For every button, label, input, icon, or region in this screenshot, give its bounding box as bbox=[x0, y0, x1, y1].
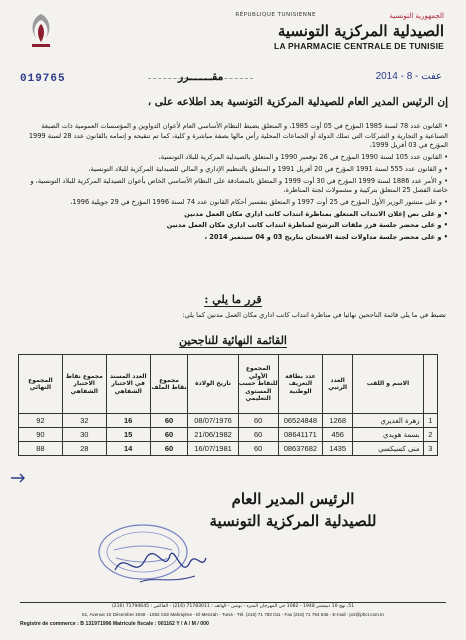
country-name-ar: الجمهورية التونسية bbox=[389, 12, 444, 20]
list-title bbox=[0, 334, 466, 347]
clause: • و الأمر عدد 1886 لسنة 1999 المؤرخ في 30 أوت 1999 و المتعلق بالمصادقة على النظام الأساسي الخاص بأعوان الصيدلية المركزية للبلاد التونسية، و خاصة الفصل 25 المتعلق بتركيبة و مشمولات لجنة المناظرة، bbox=[20, 177, 448, 196]
col-initial-score-header: المجموع الأولي للنقاط حسب المستوى التعليمي bbox=[238, 355, 278, 414]
clause: • و على نص إعلان الانتداب المتعلق بمناظرة انتداب كاتب اداري مكان العمل مدنين bbox=[20, 210, 448, 220]
cell-rank: 1435 bbox=[323, 442, 353, 456]
decree-label: مقـــــــرر bbox=[178, 70, 224, 83]
pharmacy-logo-icon bbox=[24, 10, 58, 52]
cell-oral-score: 28 bbox=[62, 442, 106, 456]
clause: • و على منشور الوزير الأول المؤرخ في 25 أوت 1997 و المتعلق بتفسير أحكام القانون عدد 74 لسنة 1996 المؤرخ في 29 جويلية 1996، bbox=[20, 198, 448, 208]
decree-date: 2014 - عفت - 8 bbox=[375, 71, 442, 82]
results-table bbox=[18, 354, 438, 456]
cell-oral-grade: 16 bbox=[106, 414, 150, 428]
cell-index: 2 bbox=[423, 428, 437, 442]
decides-heading bbox=[0, 293, 466, 306]
org-name-ar: الصيدلية المركزية التونسية bbox=[277, 22, 444, 40]
signatory-line: للصيدلية المركزية التونسية bbox=[209, 512, 377, 530]
cell-name: زهرة الغديري bbox=[353, 414, 423, 428]
col-total-header: المجموع النهائي bbox=[19, 355, 63, 414]
footer-divider bbox=[20, 602, 446, 603]
table-row bbox=[19, 428, 438, 442]
clause: • و على محضر جلسة فرز ملفات الترشح لمناظرة انتداب كاتب اداري مكان العمل مدنين bbox=[20, 221, 448, 231]
clause: • و على محضر جلسة مداولات لجنة الامتحان بتاريخ 03 و 04 سبتمبر 2014 ، bbox=[20, 233, 448, 243]
cell-file-score: 60 bbox=[150, 442, 188, 456]
decides-label: قرر ما يلي : bbox=[204, 293, 262, 306]
org-name-fr: LA PHARMACIE CENTRALE DE TUNISIE bbox=[274, 41, 444, 51]
cell-index: 1 bbox=[423, 414, 437, 428]
cell-id: 08641171 bbox=[278, 428, 322, 442]
cell-file-score: 60 bbox=[150, 428, 188, 442]
clause: • و القانون عدد 555 لسنة 1991 المؤرخ في 20 أفريل 1991 و المتعلق بالتنظيم الإداري و المالي للصيدلية المركزية للبلاد التونسية، bbox=[20, 165, 448, 175]
cell-initial-score: 60 bbox=[238, 428, 278, 442]
cell-oral-score: 32 bbox=[62, 414, 106, 428]
footer-address-fr: 51, Avenue 10 Décembre 1948 - 1082 Cité Mahrajène - El Menzah - Tunis - Tél. (216) 71 783 011 - Fax (216) 71 794 645 - E-mail : pct@phct.com.tn bbox=[82, 612, 384, 617]
table-row bbox=[19, 414, 438, 428]
footer-registration: Registre de commerce : B 131971996 Matricule fiscale : 001162 Y / A / M / 000 bbox=[20, 621, 209, 627]
col-name-header: الاسم و اللقب bbox=[353, 355, 423, 414]
cell-total: 90 bbox=[19, 428, 63, 442]
col-id-header: عدد بطاقة التعريف الوطنية bbox=[278, 355, 322, 414]
col-index-header bbox=[423, 355, 437, 414]
cell-total: 88 bbox=[19, 442, 63, 456]
cell-birthdate: 21/06/1982 bbox=[188, 428, 238, 442]
country-name-fr: RÉPUBLIQUE TUNISIENNE bbox=[235, 12, 316, 18]
cell-name: بسمة هويدي bbox=[353, 428, 423, 442]
list-title-text: القائمة النهائية للناجحين bbox=[179, 334, 287, 347]
clauses-list bbox=[20, 122, 448, 245]
handwritten-arrow-icon bbox=[10, 472, 26, 484]
cell-name: منى كسيكسي bbox=[353, 442, 423, 456]
cell-birthdate: 08/07/1976 bbox=[188, 414, 238, 428]
col-rank-header: العدد الرتبي bbox=[323, 355, 353, 414]
col-oral-grade-header: العدد المسند في الاختبار الشفاهي bbox=[106, 355, 150, 414]
cell-file-score: 60 bbox=[150, 414, 188, 428]
cell-oral-score: 30 bbox=[62, 428, 106, 442]
col-oral-score-header: مجموع نقاط الاختبار الشفاهي bbox=[62, 355, 106, 414]
cell-birthdate: 16/07/1981 bbox=[188, 442, 238, 456]
header-titles bbox=[194, 12, 444, 51]
footer-address-ar: 51، نهج 10 ديسمبر 1948 - 1082 حي المهرجان المنزه - تونس - الهاتف : 71783011 (216) - الفاكس : 71794645 (216) bbox=[111, 604, 355, 609]
cell-rank: 1268 bbox=[323, 414, 353, 428]
cell-id: 08637682 bbox=[278, 442, 322, 456]
cell-oral-grade: 14 bbox=[106, 442, 150, 456]
col-birthdate-header: تاريخ الولادة bbox=[188, 355, 238, 414]
cell-initial-score: 60 bbox=[238, 414, 278, 428]
signature-icon bbox=[110, 540, 210, 590]
col-file-score-header: مجموع نقاط الملف bbox=[150, 355, 188, 414]
signatory-line: الرئيس المدير العام bbox=[231, 490, 355, 508]
table-row bbox=[19, 442, 438, 456]
cell-rank: 456 bbox=[323, 428, 353, 442]
cell-total: 92 bbox=[19, 414, 63, 428]
intro-heading: إن الرئيس المدير العام للصيدلية المركزية التونسية بعد اطلاعه على ، bbox=[147, 96, 448, 108]
cell-oral-grade: 15 bbox=[106, 428, 150, 442]
signatory-title bbox=[0, 488, 466, 532]
clause: • القانون عدد 105 لسنة 1990 المؤرخ في 26 نوفمبر 1990 و المتعلق بالصيدلية المركزية للبلاد التونسية، bbox=[20, 153, 448, 163]
clause: • القانون عدد 78 لسنة 1985 المؤرخ في 05 أوت 1985، و المتعلق بضبط النظام الأساسي العام لأعوان الدواوين و المؤسسات العمومية ذات الصبغة الصناعية و التجارية و الشركات التي تملك الدولة أو الجماعات المحلية رأس مالها بصفة مباشرة و كلية، كما تم تنقيحه و إتمامه بالقانون عدد 28 لسنة 1999 المؤرخ في 03 أفريل 1999، bbox=[20, 122, 448, 151]
cell-index: 3 bbox=[423, 442, 437, 456]
table-header-row bbox=[19, 355, 438, 414]
cell-id: 06524848 bbox=[278, 414, 322, 428]
article-1: تضبط في ما يلي قائمة الناجحين نهائيا في مناظرة انتداب كاتب اداري مكان العمل مدنين كما يلي: bbox=[182, 311, 446, 319]
reference-number: 019765 bbox=[20, 73, 66, 85]
cell-initial-score: 60 bbox=[238, 442, 278, 456]
